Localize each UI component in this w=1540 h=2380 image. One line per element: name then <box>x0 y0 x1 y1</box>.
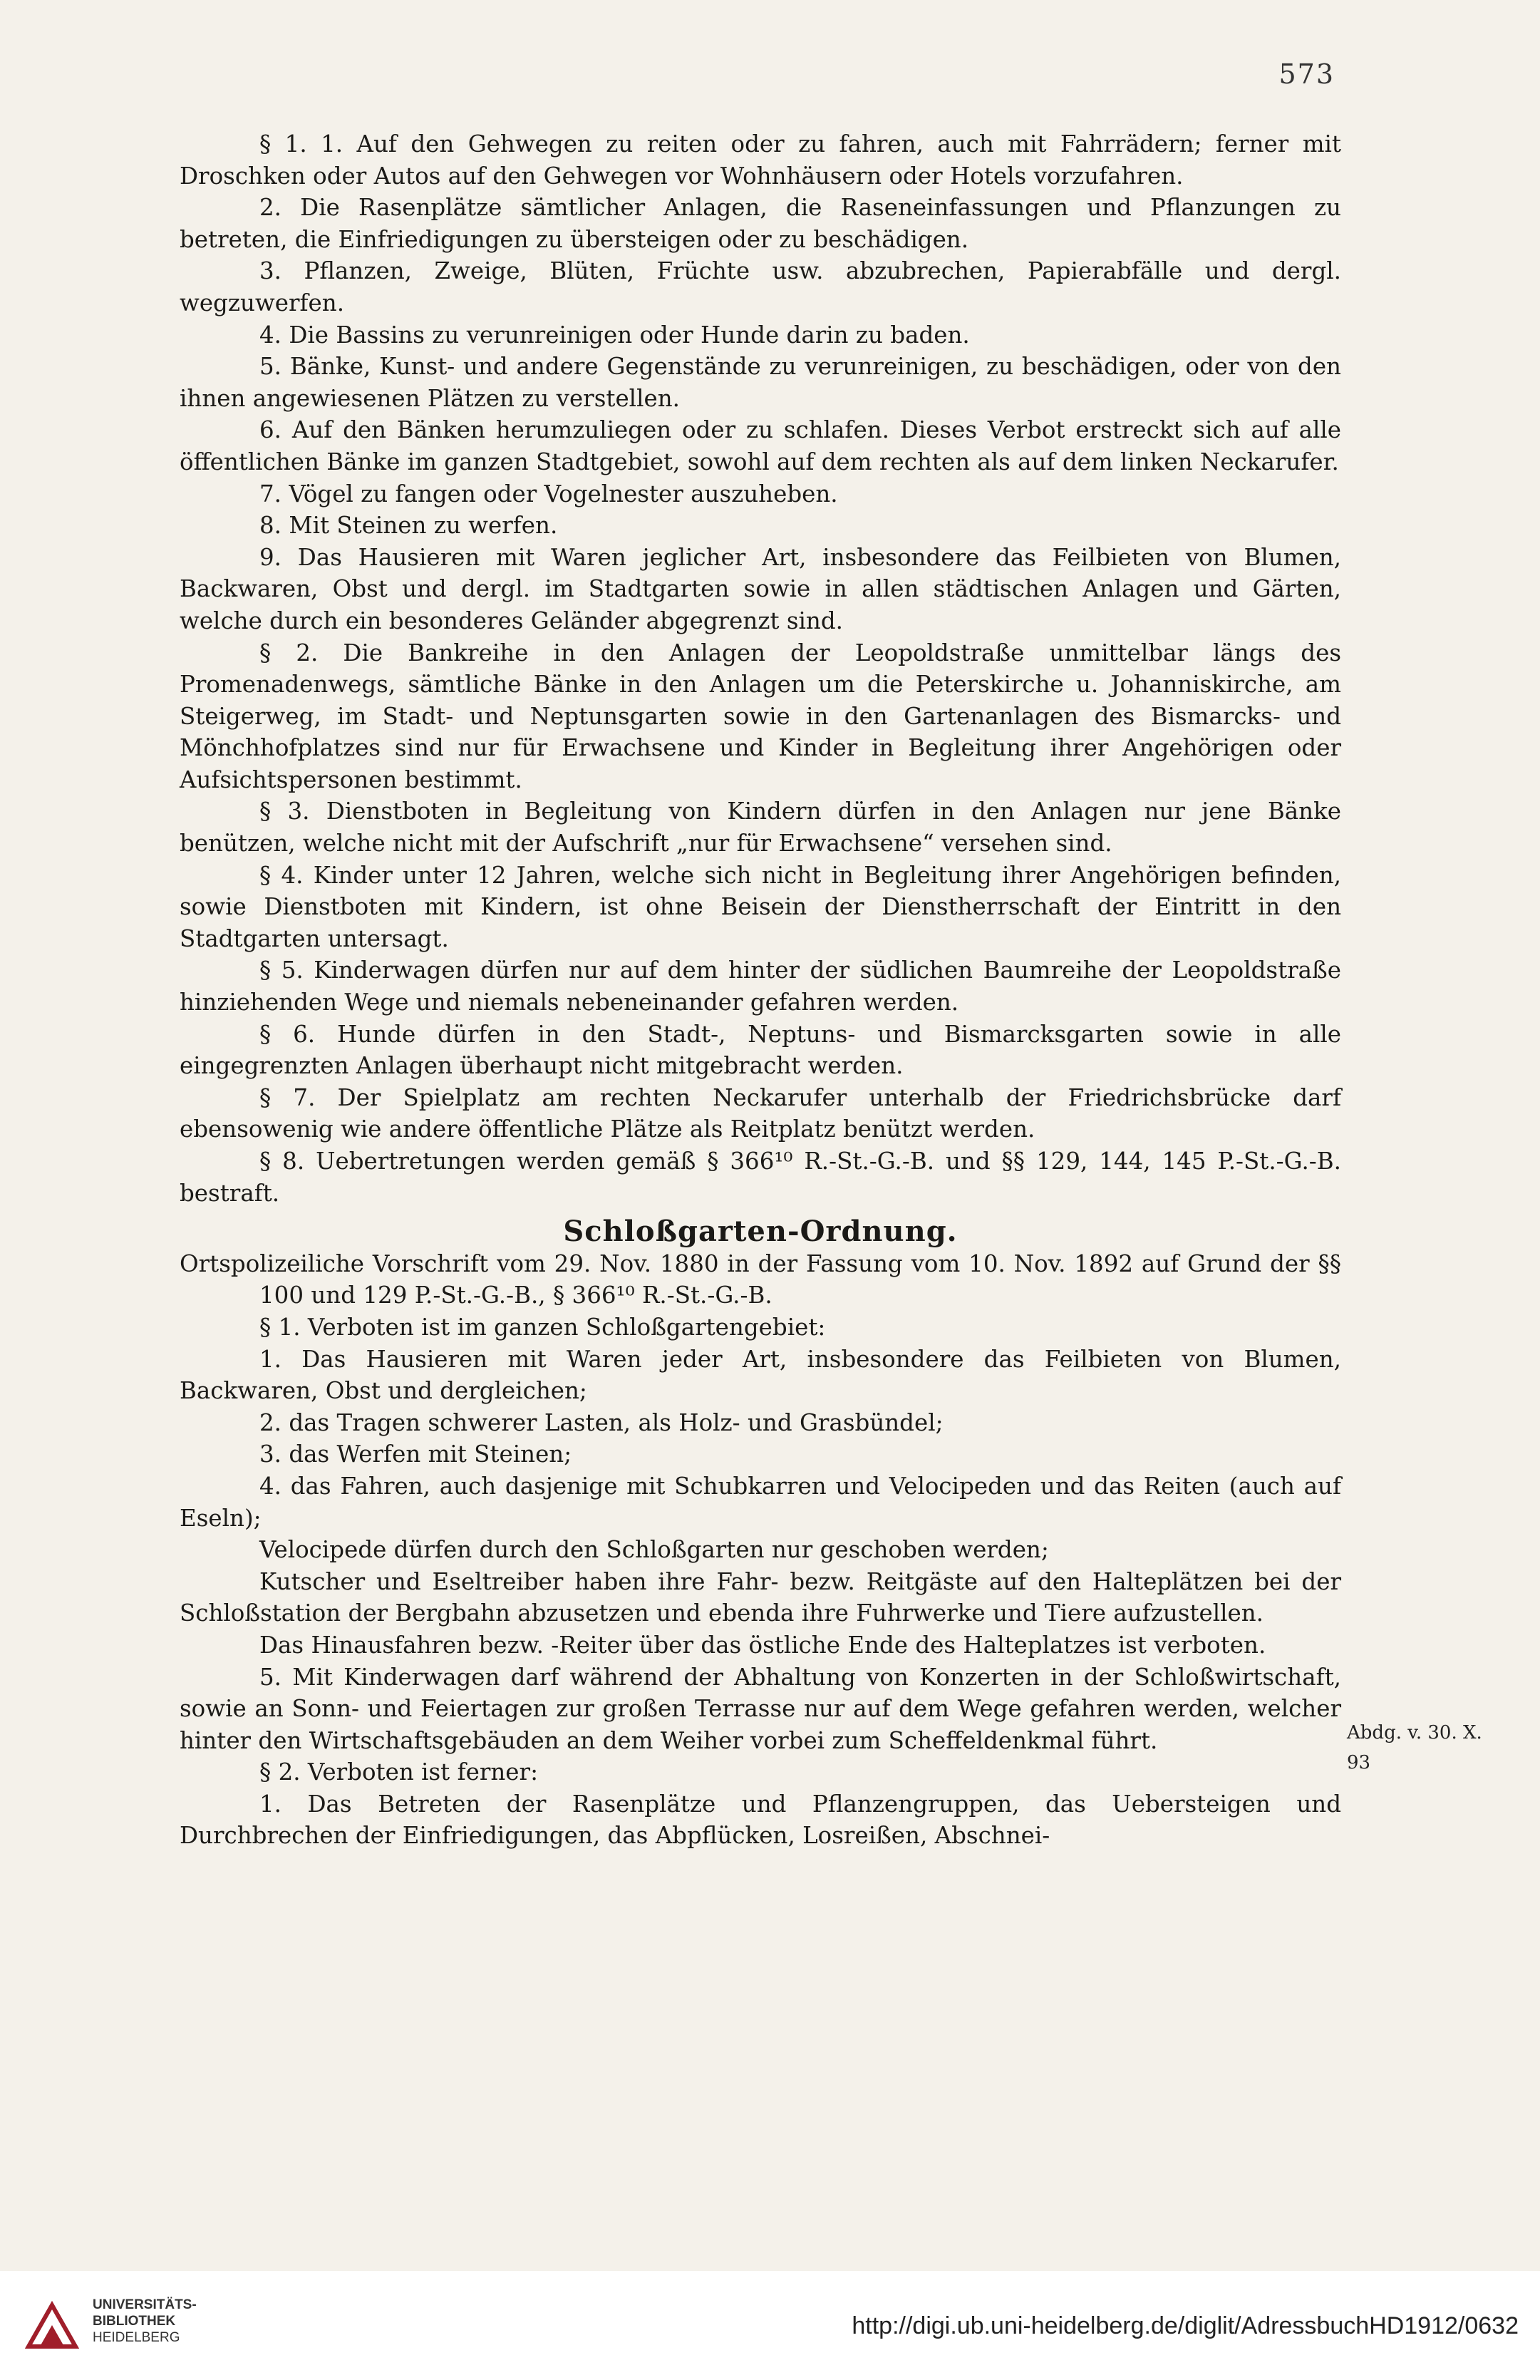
paragraph: Das Hinausfahren bezw. -Reiter über das östliche Ende des Halteplatzes ist verboten. <box>259 1631 1266 1659</box>
paragraph: § 8. Uebertretungen werden gemäß § 366¹⁰ R.-St.-G.-B. und §§ 129, 144, 145 P.-St.-G.-B. bestraft. <box>180 1148 1341 1207</box>
paragraph: § 4. Kinder unter 12 Jahren, welche sich nicht in Begleitung ihrer Angehörigen befinden, sowie Dienstboten mit Kindern, ist ohne Beisein der Dienstherrschaft der Eintritt in den Stadtgarten untersagt. <box>180 861 1341 952</box>
paragraph: 8. Mit Steinen zu werfen. <box>259 512 558 540</box>
paragraph: 3. das Werfen mit Steinen; <box>259 1441 572 1468</box>
paragraph: § 2. Verboten ist ferner: <box>259 1758 539 1786</box>
paragraph: 4. Die Bassins zu verunreinigen oder Hunde darin zu baden. <box>259 321 970 349</box>
footer-bar <box>0 2271 1540 2380</box>
library-name-line1: UNIVERSITÄTS- <box>93 2297 197 2312</box>
paragraph: 9. Das Hausieren mit Waren jeglicher Art, insbesondere das Feilbieten von Blumen, Backwaren, Obst und dergl. im Stadtgarten sowie in allen städtischen Anlagen und Gärten, welche durch ein besonderes Geländer abgegrenzt sind. <box>180 543 1341 634</box>
section-heading: Schloßgarten-Ordnung. <box>563 1215 958 1249</box>
paragraph: 5. Bänke, Kunst- und andere Gegenstände zu verunreinigen, zu beschädigen, oder von den ihnen angewiesenen Plätzen zu verstellen. <box>180 353 1341 412</box>
page-number: 573 <box>1278 58 1335 90</box>
park-regulations-section <box>180 128 1341 1209</box>
library-name-line3: HEIDELBERG <box>93 2330 180 2345</box>
library-name-line2: BIBLIOTHEK <box>93 2314 176 2329</box>
paragraph: 6. Auf den Bänken herumzuliegen oder zu schlafen. Dieses Verbot erstreckt sich auf alle öffentlichen Bänke im ganzen Stadtgebiet, sowohl auf dem rechten als auf dem linken Neckarufer. <box>180 416 1341 475</box>
paragraph: § 2. Die Bankreihe in den Anlagen der Leopoldstraße unmittelbar längs des Promenadenwegs, sämtliche Bänke in den Anlagen um die Peterskirche u. Johanniskirche, am Steigerweg, im Stadt- und Neptunsgarten sowie in den Gartenanlagen des Bismarcks- und Mönchhofplatzes sind nur für Erwachsene und Kinder in Begleitung ihrer Angehörigen oder Aufsichtspersonen bestimmt. <box>180 639 1341 793</box>
library-name <box>93 2297 197 2346</box>
paragraph: 5. Mit Kinderwagen darf während der Abhaltung von Konzerten in der Schloßwirtschaft, sowie an Sonn- und Feiertagen zur großen Terrasse nur auf dem Wege gefahren werden, welcher hinter den Wirtschaftsgebäuden an dem Weiher vorbei zum Scheffeldenkmal führt. <box>180 1663 1341 1754</box>
paragraph: § 1. Verboten ist im ganzen Schloßgartengebiet: <box>259 1313 826 1341</box>
university-library-logo <box>21 2297 83 2358</box>
paragraph: Kutscher und Eseltreiber haben ihre Fahr- bezw. Reitgäste auf den Halteplätzen bei der Schloßstation der Bergbahn abzusetzen und ebenda ihre Fuhrwerke und Tiere aufzustellen. <box>180 1567 1341 1627</box>
paragraph: 3. Pflanzen, Zweige, Blüten, Früchte usw. abzubrechen, Papierabfälle und dergl. wegzuwerfen. <box>180 257 1341 316</box>
paragraph: § 6. Hunde dürfen in den Stadt-, Neptuns- und Bismarcksgarten sowie in alle eingegrenzten Anlagen überhaupt nicht mitgebracht werden. <box>180 1020 1341 1080</box>
paragraph: § 1. 1. Auf den Gehwegen zu reiten oder zu fahren, auch mit Fahrrädern; ferner mit Droschken oder Autos auf den Gehwegen vor Wohnhäusern oder Hotels vorzufahren. <box>180 130 1341 190</box>
paragraph: 1. Das Hausieren mit Waren jeder Art, insbesondere das Feilbieten von Blumen, Backwaren, Obst und dergleichen; <box>180 1345 1341 1405</box>
paragraph: 7. Vögel zu fangen oder Vogelnester auszuheben. <box>259 480 838 508</box>
document-body <box>180 128 1341 1852</box>
source-url-link[interactable]: http://digi.ub.uni-heidelberg.de/diglit/AdressbuchHD1912/0632 <box>852 2312 1519 2339</box>
schlossgarten-regulations-section <box>180 1312 1341 1852</box>
paragraph: § 7. Der Spielplatz am rechten Neckarufer unterhalb der Friedrichsbrücke darf ebensowenig wie andere öffentliche Plätze als Reitplatz benützt werden. <box>180 1083 1341 1143</box>
paragraph: § 5. Kinderwagen dürfen nur auf dem hinter der südlichen Baumreihe der Leopoldstraße hinziehenden Wege und niemals nebeneinander gefahren werden. <box>180 957 1341 1016</box>
paragraph: § 3. Dienstboten in Begleitung von Kindern dürfen in den Anlagen nur jene Bänke benützen, welche nicht mit der Aufschrift „nur für Erwachsene“ versehen sind. <box>180 798 1341 857</box>
paragraph: Velocipede dürfen durch den Schloßgarten nur geschoben werden; <box>259 1536 1049 1564</box>
margin-note: Abdg. v. 30. X. 93 <box>1347 1722 1482 1773</box>
paragraph: 1. Das Betreten der Rasenplätze und Pflanzengruppen, das Uebersteigen und Durchbrechen der Einfriedigungen, das Abpflücken, Losreißen, Abschnei- <box>180 1790 1341 1850</box>
paragraph: 4. das Fahren, auch dasjenige mit Schubkarren und Velocipeden und das Reiten (auch auf Eseln); <box>180 1472 1341 1532</box>
paragraph: 2. das Tragen schwerer Lasten, als Holz- und Grasbündel; <box>259 1408 944 1436</box>
paragraph: 2. Die Rasenplätze sämtlicher Anlagen, die Raseneinfassungen und Pflanzungen zu betreten, die Einfriedigungen zu übersteigen oder zu beschädigen. <box>180 194 1341 253</box>
section-subheading: Ortspolizeiliche Vorschrift vom 29. Nov. 1880 in der Fassung vom 10. Nov. 1892 auf Grund der §§ 100 und 129 P.-St.-G.-B., § 366¹⁰ R.-St.-G.-B. <box>180 1250 1341 1309</box>
